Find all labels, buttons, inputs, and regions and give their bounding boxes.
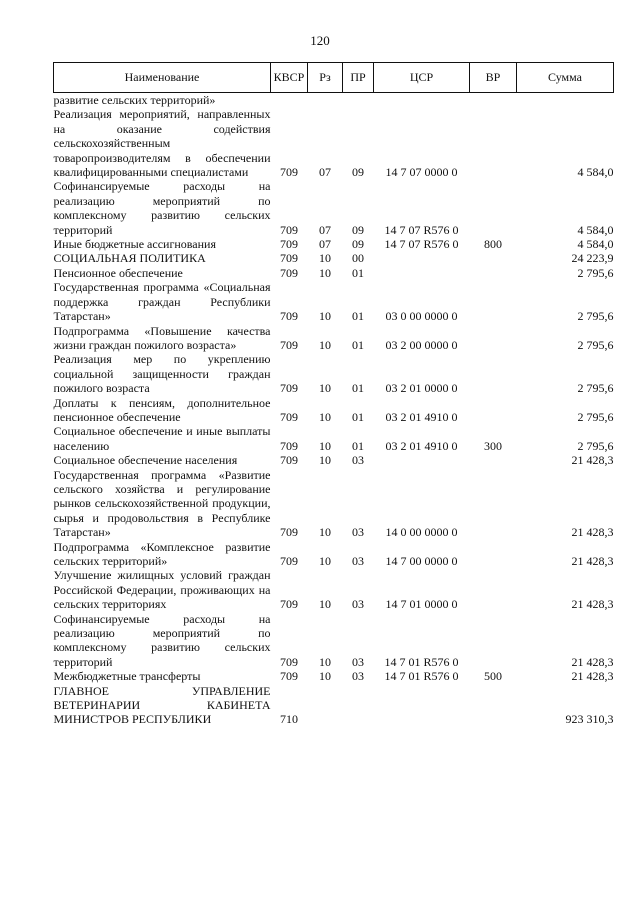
budget-table xyxy=(53,62,614,727)
row-pr: 01 xyxy=(352,438,364,453)
row-pr: 09 xyxy=(352,165,364,180)
row-rz: 10 xyxy=(319,525,331,540)
row-rz: 10 xyxy=(319,453,331,468)
row-rz: 10 xyxy=(319,337,331,352)
row-csr: 03 2 00 0000 0 xyxy=(385,337,458,352)
row-sum: 2 795,6 xyxy=(577,438,614,453)
row-vr: 800 xyxy=(484,237,502,252)
row-vr xyxy=(470,453,517,467)
row-pr: 03 xyxy=(352,669,364,684)
row-vr xyxy=(470,684,517,727)
table-row xyxy=(54,612,614,670)
row-pr: 03 xyxy=(352,453,364,468)
row-csr xyxy=(374,251,470,265)
table-row xyxy=(54,280,614,323)
row-rz: 10 xyxy=(319,251,331,266)
row-pr: 01 xyxy=(352,409,364,424)
row-name: Реализация мер по укреплению социальной защищенности граждан пожилого возраста xyxy=(53,352,271,396)
header-kvsr: КВСР xyxy=(271,63,308,93)
row-pr: 01 xyxy=(352,309,364,324)
row-name: Реализация мероприятий, направленных на оказание содействия сельскохозяйственным товаропроизводителям в обеспечении квалифицированными специалистами xyxy=(53,107,271,180)
row-sum: 21 428,3 xyxy=(571,554,614,568)
row-sum: 21 428,3 xyxy=(571,525,614,540)
row-kvsr: 709 xyxy=(280,453,298,468)
row-rz: 10 xyxy=(319,381,331,396)
row-kvsr: 710 xyxy=(280,712,298,727)
row-pr: 00 xyxy=(352,251,364,266)
table-row xyxy=(54,468,614,540)
page-number: 120 xyxy=(310,33,330,48)
row-kvsr: 709 xyxy=(280,525,298,540)
row-kvsr: 709 xyxy=(280,237,298,252)
row-name: развитие сельских территорий» xyxy=(53,93,216,107)
row-name: СОЦИАЛЬНАЯ ПОЛИТИКА xyxy=(53,251,206,266)
row-csr: 14 7 01 0000 0 xyxy=(385,597,458,612)
row-pr: 03 xyxy=(352,525,364,540)
row-kvsr: 709 xyxy=(280,251,298,266)
table-row xyxy=(54,93,614,108)
row-sum: 4 584,0 xyxy=(577,237,614,252)
row-kvsr: 709 xyxy=(280,654,298,669)
table-row xyxy=(54,251,614,265)
row-name: Иные бюджетные ассигнования xyxy=(53,237,216,252)
row-pr: 09 xyxy=(352,222,364,237)
table-row xyxy=(54,352,614,395)
row-csr: 14 0 00 0000 0 xyxy=(385,525,458,540)
row-rz: 10 xyxy=(319,438,331,453)
row-sum: 2 795,6 xyxy=(577,309,614,324)
table-header-row xyxy=(54,63,614,93)
row-vr xyxy=(470,266,517,280)
row-csr xyxy=(374,684,470,727)
row-vr: 500 xyxy=(484,669,502,684)
row-csr: 14 7 01 R576 0 xyxy=(384,654,459,669)
table-row xyxy=(54,324,614,353)
row-name: Доплаты к пенсиям, дополнительное пенсионное обеспечение xyxy=(53,395,271,424)
header-sum: Сумма xyxy=(517,63,614,93)
table-row xyxy=(54,669,614,683)
row-name: Софинансируемые расходы на реализацию мероприятий по комплексному развитию сельских территорий xyxy=(53,611,271,669)
row-vr xyxy=(470,396,517,425)
row-name: Подпрограмма «Комплексное развитие сельских территорий» xyxy=(53,539,271,568)
row-pr xyxy=(343,93,374,108)
row-pr xyxy=(343,684,374,727)
row-csr: 03 2 01 4910 0 xyxy=(385,438,458,453)
header-rz: Рз xyxy=(308,63,343,93)
row-name: Государственная программа «Социальная поддержка граждан Республики Татарстан» xyxy=(53,280,271,324)
row-csr xyxy=(374,266,470,280)
row-kvsr: 709 xyxy=(280,381,298,396)
row-kvsr: 709 xyxy=(280,409,298,424)
table-row xyxy=(54,540,614,569)
row-kvsr: 709 xyxy=(280,554,298,568)
row-csr: 14 7 00 0000 0 xyxy=(385,554,458,568)
row-csr: 14 7 07 R576 0 xyxy=(384,237,459,252)
row-pr: 01 xyxy=(352,337,364,352)
row-vr: 300 xyxy=(484,438,502,453)
table-row xyxy=(54,424,614,453)
header-pr: ПР xyxy=(343,63,374,93)
row-pr: 03 xyxy=(352,597,364,612)
row-rz xyxy=(308,93,343,108)
table-row xyxy=(54,107,614,179)
row-sum: 21 428,3 xyxy=(571,597,614,612)
row-sum: 2 795,6 xyxy=(577,409,614,424)
row-sum: 21 428,3 xyxy=(571,453,614,468)
table-row xyxy=(54,266,614,280)
table-row xyxy=(54,237,614,251)
row-rz: 10 xyxy=(319,554,331,568)
table-row xyxy=(54,396,614,425)
row-vr xyxy=(470,568,517,611)
row-sum: 4 584,0 xyxy=(577,165,614,180)
row-vr xyxy=(470,612,517,670)
header-vr: ВР xyxy=(470,63,517,93)
row-vr xyxy=(470,324,517,353)
table-row xyxy=(54,179,614,237)
row-sum: 2 795,6 xyxy=(577,381,614,396)
row-rz: 10 xyxy=(319,409,331,424)
row-vr xyxy=(470,468,517,540)
row-rz: 10 xyxy=(319,265,331,280)
row-vr xyxy=(470,251,517,265)
row-csr: 03 2 01 4910 0 xyxy=(385,409,458,424)
row-vr xyxy=(470,280,517,323)
row-rz: 10 xyxy=(319,654,331,669)
row-vr xyxy=(470,107,517,179)
row-sum: 2 795,6 xyxy=(577,337,614,352)
row-vr xyxy=(470,352,517,395)
row-pr: 03 xyxy=(352,554,364,568)
row-name: Софинансируемые расходы на реализацию мероприятий по комплексному развитию сельских территорий xyxy=(53,179,271,237)
row-sum: 21 428,3 xyxy=(571,669,614,684)
row-vr xyxy=(470,179,517,237)
row-rz: 07 xyxy=(319,237,331,252)
row-kvsr: 709 xyxy=(280,597,298,612)
row-name: ГЛАВНОЕ УПРАВЛЕНИЕ ВЕТЕРИНАРИИ КАБИНЕТА МИНИСТРОВ РЕСПУБЛИКИ xyxy=(53,683,271,727)
row-kvsr: 709 xyxy=(280,265,298,280)
row-kvsr: 709 xyxy=(280,438,298,453)
row-vr xyxy=(470,93,517,108)
row-csr: 14 7 07 0000 0 xyxy=(385,165,458,180)
row-rz xyxy=(308,684,343,727)
row-name: Межбюджетные трансферты xyxy=(53,669,201,684)
row-rz: 07 xyxy=(319,165,331,180)
row-rz: 10 xyxy=(319,309,331,324)
row-rz: 10 xyxy=(319,597,331,612)
row-kvsr: 709 xyxy=(280,337,298,352)
row-csr: 14 7 01 R576 0 xyxy=(384,669,459,684)
row-sum: 24 223,9 xyxy=(571,251,614,266)
row-csr: 03 0 00 0000 0 xyxy=(385,309,458,324)
header-name: Наименование xyxy=(54,63,271,93)
row-name: Подпрограмма «Повышение качества жизни граждан пожилого возраста» xyxy=(53,323,271,352)
row-kvsr xyxy=(271,93,308,108)
table-row xyxy=(54,453,614,467)
row-name: Государственная программа «Развитие сельского хозяйства и регулирование рынков сельскохозяйственной продукции, сырья и продовольствия в Республике Татарстан» xyxy=(53,467,271,540)
row-rz: 07 xyxy=(319,222,331,237)
table-row xyxy=(54,684,614,727)
row-sum: 4 584,0 xyxy=(577,222,614,237)
row-csr: 03 2 01 0000 0 xyxy=(385,381,458,396)
row-name: Улучшение жилищных условий граждан Российской Федерации, проживающих на сельских территориях xyxy=(53,568,271,612)
row-rz: 10 xyxy=(319,669,331,684)
row-name: Социальное обеспечение и иные выплаты населению xyxy=(53,424,271,453)
row-csr xyxy=(374,453,470,467)
row-sum: 21 428,3 xyxy=(571,654,614,669)
row-name: Пенсионное обеспечение xyxy=(53,265,183,280)
row-pr: 01 xyxy=(352,381,364,396)
row-kvsr: 709 xyxy=(280,222,298,237)
row-kvsr: 709 xyxy=(280,309,298,324)
row-pr: 01 xyxy=(352,265,364,280)
row-pr: 03 xyxy=(352,654,364,669)
row-sum: 2 795,6 xyxy=(577,265,614,280)
row-sum xyxy=(517,93,614,108)
row-vr xyxy=(470,540,517,569)
row-name: Социальное обеспечение населения xyxy=(53,453,238,468)
row-csr: 14 7 07 R576 0 xyxy=(384,222,459,237)
header-csr: ЦСР xyxy=(374,63,470,93)
row-sum: 923 310,3 xyxy=(565,712,614,727)
row-csr xyxy=(374,93,470,108)
row-kvsr: 709 xyxy=(280,669,298,684)
row-pr: 09 xyxy=(352,237,364,252)
table-row xyxy=(54,568,614,611)
row-kvsr: 709 xyxy=(280,165,298,180)
